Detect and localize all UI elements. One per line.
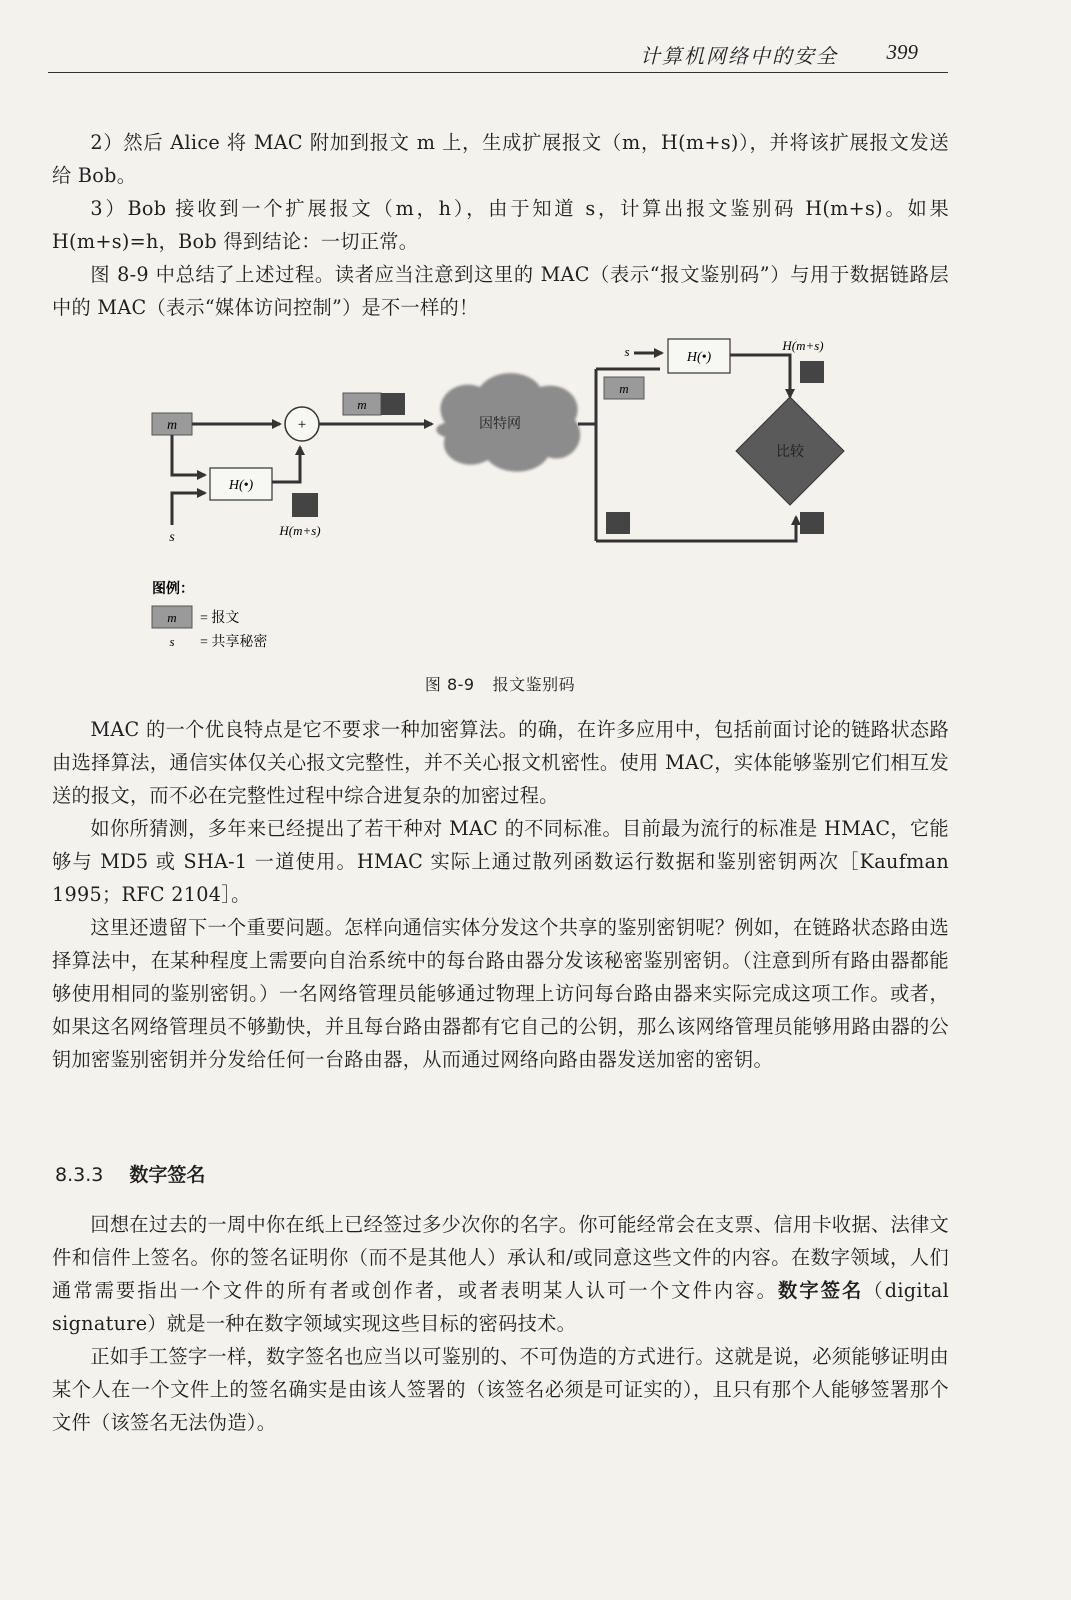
svg-text:m: m	[357, 397, 367, 412]
running-title: 计算机网络中的安全	[640, 44, 838, 68]
upper-text	[52, 126, 949, 324]
figure-caption-text: 报文鉴别码	[492, 675, 576, 694]
sender-secret-label: s	[169, 530, 175, 545]
figure-caption-number: 图 8-9	[424, 675, 475, 694]
mac-diagram	[0, 325, 1000, 665]
compare-diamond	[736, 397, 844, 505]
paragraph-step3: 3）Bob 接收到一个扩展报文（m，h），由于知道 s，计算出报文鉴别码 H(m+s)。如果 H(m+s)=h，Bob 得到结论：一切正常。	[52, 197, 949, 253]
page-number: 399	[886, 40, 918, 64]
svg-text:+: +	[297, 417, 307, 433]
compare-input-square	[800, 512, 824, 534]
extended-message	[343, 393, 405, 415]
legend-title: 图例：	[152, 582, 194, 597]
section-title: 数字签名	[129, 1164, 206, 1186]
receiver-hash-box	[668, 339, 730, 373]
arrow-receiver-hash-to-compare	[730, 355, 790, 397]
receiver-secret-label: s	[624, 344, 630, 359]
sender-message-box	[152, 413, 192, 435]
arrow-hash-to-plus	[272, 447, 300, 482]
signature-intro-a: 回想在过去的一周中你在纸上已经签过多少次你的名字。你可能经常会在支票、信用卡收据、法律文件和信件上签名。你的签名证明你（而不是其他人）承认和/或同意这些文件的内容。在数字领域，人们通常需要指出一个文件的所有者或创作者，或者表明某人认可一个文件内容。	[52, 1213, 949, 1302]
legend-secret-symbol: s	[169, 634, 175, 649]
signature-intro-b: （digital signature）就是一种在数字领域实现这些目标的密码技术。	[52, 1279, 950, 1335]
figure-caption	[0, 672, 1000, 695]
sender-mac-label: H(m+s)	[279, 523, 321, 538]
paragraph-hmac: 如你所猜测，多年来已经提出了若干种对 MAC 的不同标准。目前最为流行的标准是 HMAC，它能够与 MD5 或 SHA-1 一道使用。HMAC 实际上通过散列函数运行数据和鉴别密钥两次［Kaufman 1995；RFC 2104］。	[52, 817, 949, 906]
paragraph-mac-feature: MAC 的一个优良特点是它不要求一种加密算法。的确，在许多应用中，包括前面讨论的链路状态路由选择算法，通信实体仅关心报文完整性，并不关心报文机密性。使用 MAC，实体能够鉴别它们相互发送的报文，而不必在完整性过程中综合进复杂的加密过程。	[52, 718, 949, 807]
running-header	[48, 36, 948, 73]
paragraph-signature-properties: 正如手工签字一样，数字签名也应当以可鉴别的、不可伪造的方式进行。这就是说，必须能够证明由某个人在一个文件上的签名确实是由该人签署的（该签名必须是可证实的），且只有那个人能够签署那个文件（该签名无法伪造）。	[52, 1345, 949, 1434]
svg-text:m: m	[166, 418, 178, 433]
svg-text:因特网: 因特网	[479, 417, 521, 432]
paragraph-signature-intro	[52, 1208, 949, 1340]
legend	[152, 580, 267, 650]
svg-text:H(•): H(•)	[228, 478, 254, 493]
arrow-m-to-hash	[172, 435, 205, 475]
sender-mac-square	[292, 493, 318, 517]
arrow-s-to-hash	[172, 493, 205, 525]
paragraph-key-distribution: 这里还遗留下一个重要问题。怎样向通信实体分发这个共享的鉴别密钥呢？例如，在链路状态路由选择算法中，在某种程度上需要向自治系统中的每台路由器分发该秘密鉴别密钥。（注意到所有路由器都能够使用相同的鉴别密钥。）一名网络管理员能够通过物理上访问每台路由器来实际完成这项工作。或者，如果这名网络管理员不够勤快，并且每台路由器都有它自己的公钥，那么该网络管理员能够用路由器的公钥加密鉴别密钥并分发给任何一台路由器，从而通过网络向路由器发送加密的密钥。	[52, 916, 949, 1071]
middle-text	[52, 713, 949, 1076]
received-message-box	[604, 377, 644, 399]
paragraph-step2: 2）然后 Alice 将 MAC 附加到报文 m 上，生成扩展报文（m，H(m+s)），并将该扩展报文发送给 Bob。	[52, 131, 949, 187]
plus-operator	[285, 407, 319, 441]
legend-secret-text: = 共享秘密	[200, 635, 268, 650]
received-mac-square	[606, 512, 630, 534]
svg-text:m: m	[619, 381, 629, 396]
svg-text:比较: 比较	[776, 445, 804, 460]
receiver-mac-label: H(m+s)	[782, 338, 824, 353]
internet-cloud	[436, 373, 580, 472]
paragraph-figure-intro: 图 8-9 中总结了上述过程。读者应当注意到这里的 MAC（表示“报文鉴别码”）与用于数据链路层中的 MAC（表示“媒体访问控制”）是不一样的！	[52, 263, 949, 319]
computed-mac-square	[800, 361, 824, 383]
sender-hash-box	[210, 468, 272, 500]
svg-text:H(•): H(•)	[686, 350, 712, 365]
legend-message-symbol: m	[167, 610, 177, 625]
digital-signature-term: 数字签名	[778, 1279, 864, 1302]
section-heading	[55, 1160, 205, 1187]
section-number: 8.3.3	[55, 1164, 104, 1186]
legend-message-text: = 报文	[200, 611, 240, 626]
lower-text	[52, 1208, 949, 1439]
